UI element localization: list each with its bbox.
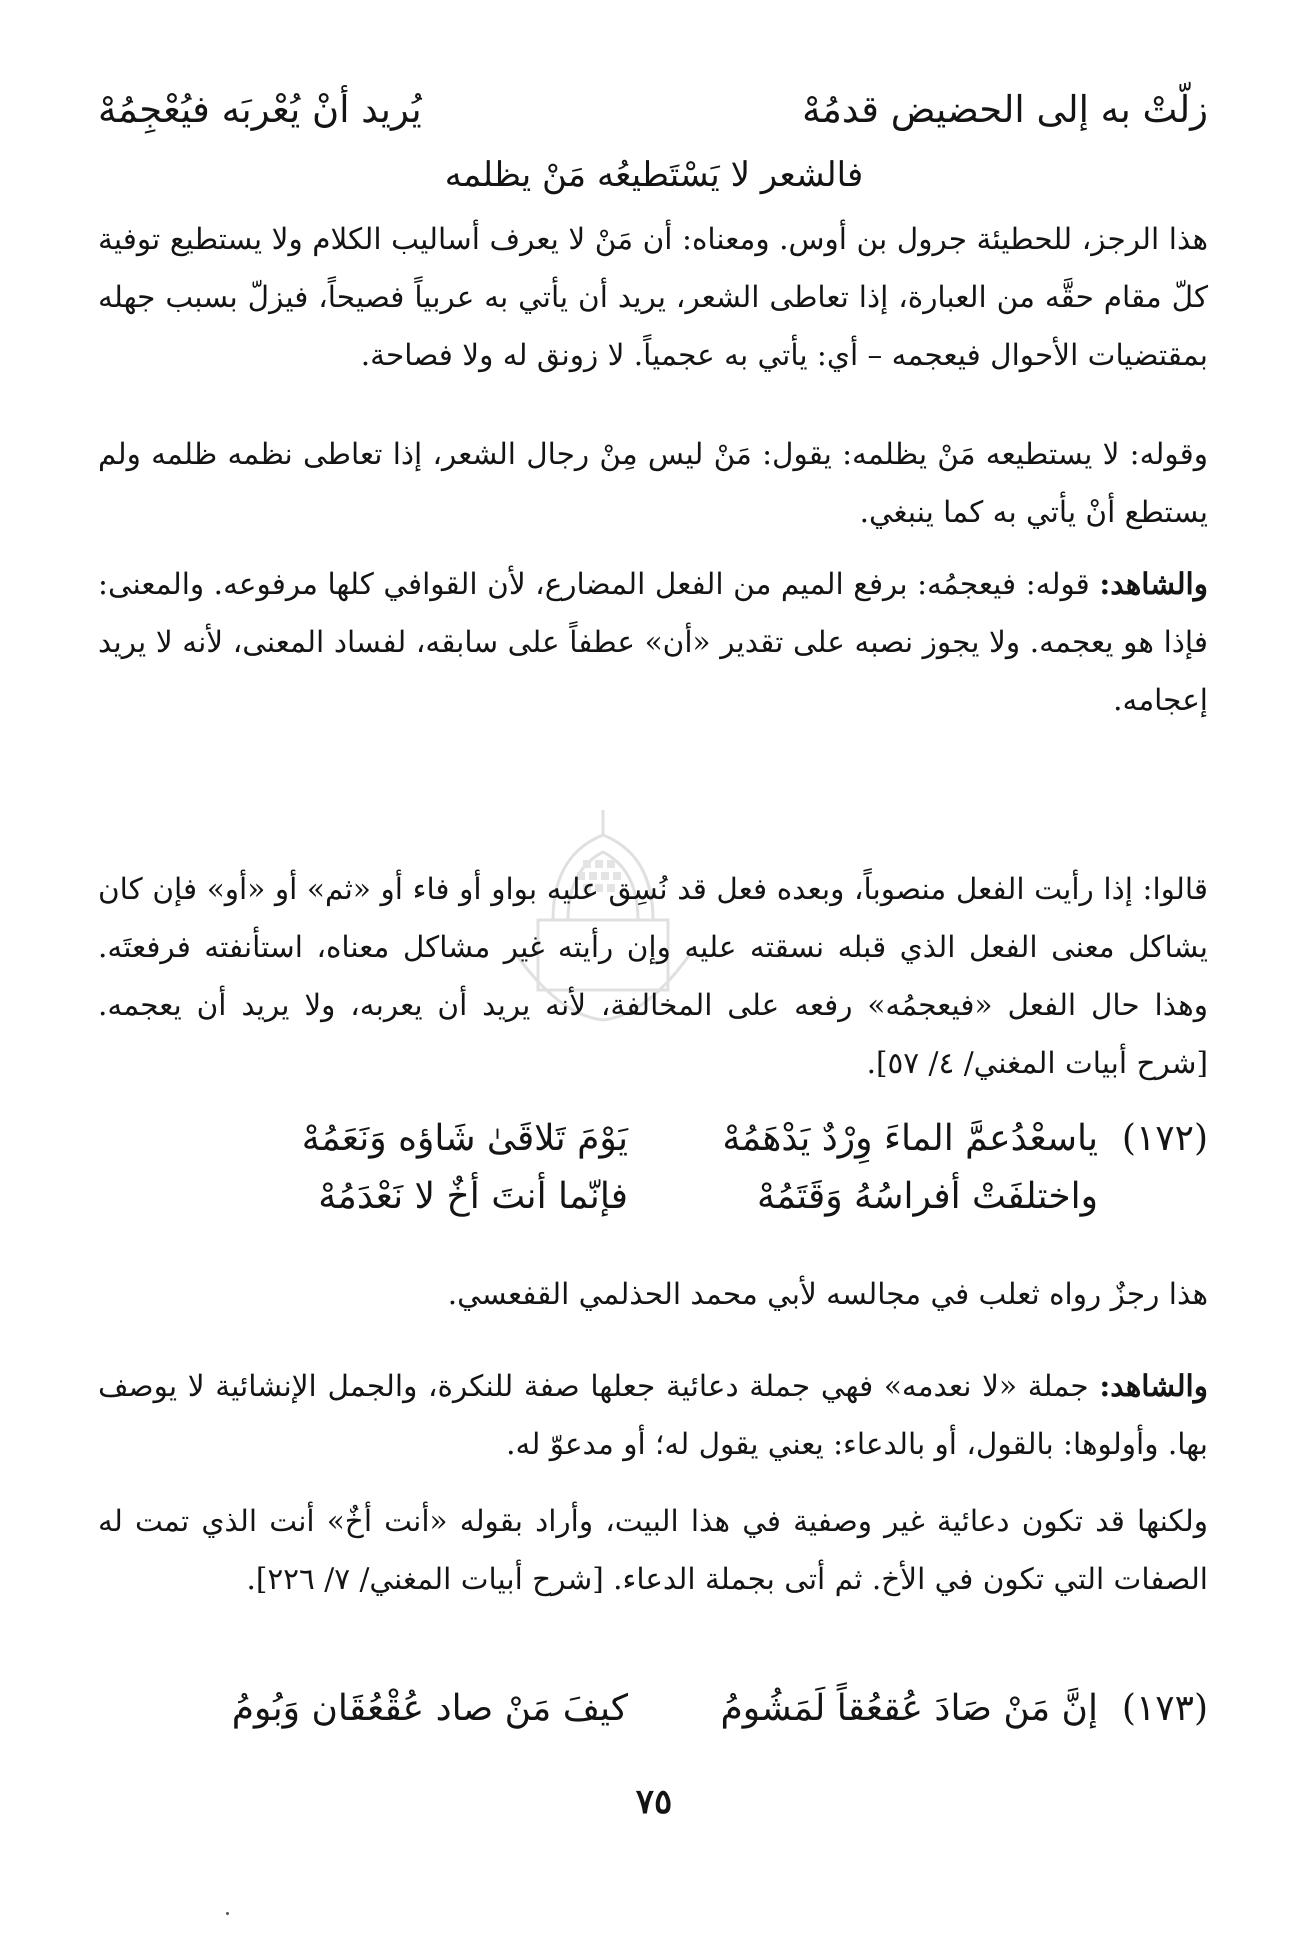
verse-hemistich-first: ياسعْدُعمَّ الماءَ وِرْدٌ يَدْهَمُهْ bbox=[722, 1118, 1098, 1159]
verse-number: (١٧٣) bbox=[1121, 1688, 1208, 1729]
verse-173 bbox=[98, 1680, 1208, 1738]
verse-row bbox=[98, 1110, 1208, 1168]
verse-row bbox=[98, 1680, 1208, 1738]
paragraph-lead: والشاهد: bbox=[1099, 566, 1208, 601]
centered-verse-line: فالشعر لا يَسْتَطيعُه مَنْ يظلمه bbox=[444, 155, 864, 195]
verse-hemistich-second: فإنّما أنتَ أخٌ لا نَعْدَمُهْ bbox=[318, 1176, 628, 1217]
verse-hemistich-second: يَوْمَ تَلاقَىٰ شَاؤه وَنَعَمُهْ bbox=[301, 1118, 628, 1159]
paragraph-2: وقوله: لا يستطيعه مَنْ يظلمه: يقول: مَنْ ليس مِنْ رجال الشعر، إذا تعاطى نظمه ظلمه ولم يستطع أنْ يأتي به كما ينبغي. bbox=[98, 437, 1208, 529]
paragraph-5: هذا رجزٌ رواه ثعلب في مجالسه لأبي محمد الحذلمي القفعسي. bbox=[447, 1277, 1208, 1311]
paragraph-lead: والشاهد: bbox=[1099, 1368, 1208, 1403]
page-number: ٧٥ bbox=[635, 1782, 673, 1822]
verse-hemistich-first: زلّتْ به إلى الحضيض قدمُهْ bbox=[802, 88, 1208, 131]
verse-172 bbox=[98, 1110, 1208, 1226]
top-verse bbox=[98, 84, 1208, 136]
paragraph-4: قالوا: إذا رأيت الفعل منصوباً، وبعده فعل قد نُسِق عليه بواو أو فاء أو «ثم» أو «أو» فإن كان يشاكل معنى الفعل الذي قبله نسقته عليه وإن رأيته غير مشاكل معناه، استأنفته فرفعتَه. وهذا حال الفعل «فيعجمُه» رفعه على المخالفة، لأنه يريد أن يعربه، ولا يريد أن يعجمه. [شرح أبيات المغني/ ٤/ ٥٧]. bbox=[98, 872, 1208, 1080]
verse-row bbox=[98, 1168, 1208, 1226]
paragraph-1: هذا الرجز، للحطيئة جرول بن أوس. ومعناه: أن مَنْ لا يعرف أساليب الكلام ولا يستطيع توفية كلّ مقام حقَّه من العبارة، إذا تعاطى الشعر، يريد أن يأتي به عربياً فصيحاً، فيزلّ بسبب جهله بمقتضيات الأحوال فيعجمه – أي: يأتي به عجمياً. لا زونق له ولا فصاحة. bbox=[98, 222, 1208, 372]
paragraph-7: ولكنها قد تكون دعائية غير وصفية في هذا البيت، وأراد بقوله «أنت أخٌ» أنت الذي تمت له الصفات التي تكون في الأخ. ثم أتى بجملة الدعاء. [شرح أبيات المغني/ ٧/ ٢٢٦]. bbox=[98, 1504, 1208, 1596]
scan-speck bbox=[226, 1912, 229, 1915]
verse-hemistich-second: كيفَ مَنْ صاد عُقْعُقَان وَبُومُ bbox=[231, 1688, 628, 1729]
paragraph-6: والشاهد: جملة «لا نعدمه» فهي جملة دعائية جعلها صفة للنكرة، والجمل الإنشائية لا يوصف بها. وأولوها: بالقول، أو بالدعاء: يعني يقول له؛ أو مدعوّ له. bbox=[98, 1368, 1208, 1461]
verse-hemistich-first: إنَّ مَنْ صَادَ عُقعُقاً لَمَشُومُ bbox=[720, 1688, 1098, 1729]
paragraph-3: والشاهد: قوله: فيعجمُه: برفع الميم من الفعل المضارع، لأن القوافي كلها مرفوعه. والمعنى: فإذا هو يعجمه. ولا يجوز نصبه على تقدير «أن» عطفاً على سابقه، لفساد المعنى، لأنه لا يريد إعجامه. bbox=[98, 566, 1208, 717]
verse-hemistich-first: واختلفَتْ أفراسُهُ وَقَتَمُهْ bbox=[757, 1176, 1098, 1217]
verse-number: (١٧٢) bbox=[1121, 1118, 1208, 1159]
verse-hemistich-second: يُريد أنْ يُعْربَه فيُعْجِمُهْ bbox=[98, 88, 422, 131]
